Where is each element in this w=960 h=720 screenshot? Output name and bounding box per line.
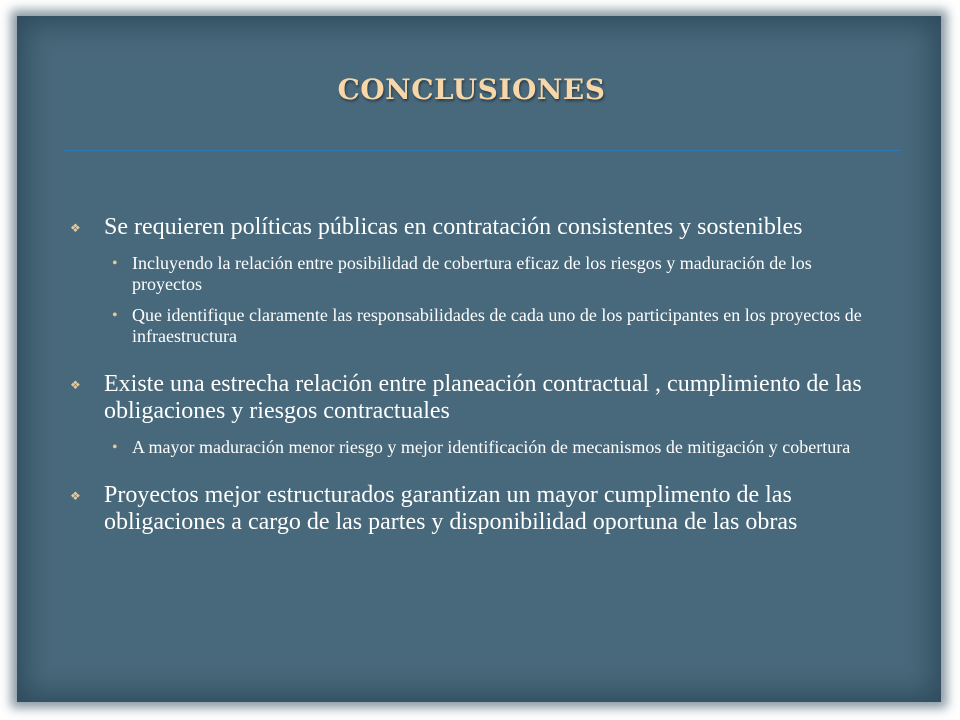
bullet-text: Existe una estrecha relación entre planeación contractual , cumplimiento de las obligaciones y riesgos contractuales [104, 371, 862, 424]
sub-bullet-text: A mayor maduración menor riesgo y mejor identificación de mecanismos de mitigación y cobertura [132, 437, 851, 457]
bullet-item [70, 371, 880, 425]
dot-bullet-icon: • [112, 439, 118, 456]
sub-bullet-item [70, 253, 880, 295]
dot-bullet-icon: • [112, 307, 118, 324]
title-divider [63, 150, 901, 151]
slide-title: CONCLUSIONES [337, 73, 606, 106]
diamond-bullet-icon: ❖ [70, 489, 81, 503]
diamond-bullet-icon: ❖ [70, 221, 81, 235]
sub-bullet-text: Que identifique claramente las responsabilidades de cada uno de los participantes en los proyectos de infraestructura [132, 305, 862, 346]
sub-bullet-text: Incluyendo la relación entre posibilidad de cobertura eficaz de los riesgos y maduración de los proyectos [132, 253, 812, 294]
slide-content [70, 214, 880, 548]
dot-bullet-icon: • [112, 255, 118, 272]
bullet-item [70, 482, 880, 536]
sub-bullet-item [70, 305, 880, 347]
diamond-bullet-icon: ❖ [70, 378, 81, 392]
bullet-text: Se requieren políticas públicas en contratación consistentes y sostenibles [104, 214, 803, 240]
sub-bullet-item [70, 437, 880, 458]
bullet-item [70, 214, 880, 241]
bullet-text: Proyectos mejor estructurados garantizan un mayor cumplimento de las obligaciones a cargo de las partes y disponibilidad oportuna de las obras [104, 482, 798, 535]
